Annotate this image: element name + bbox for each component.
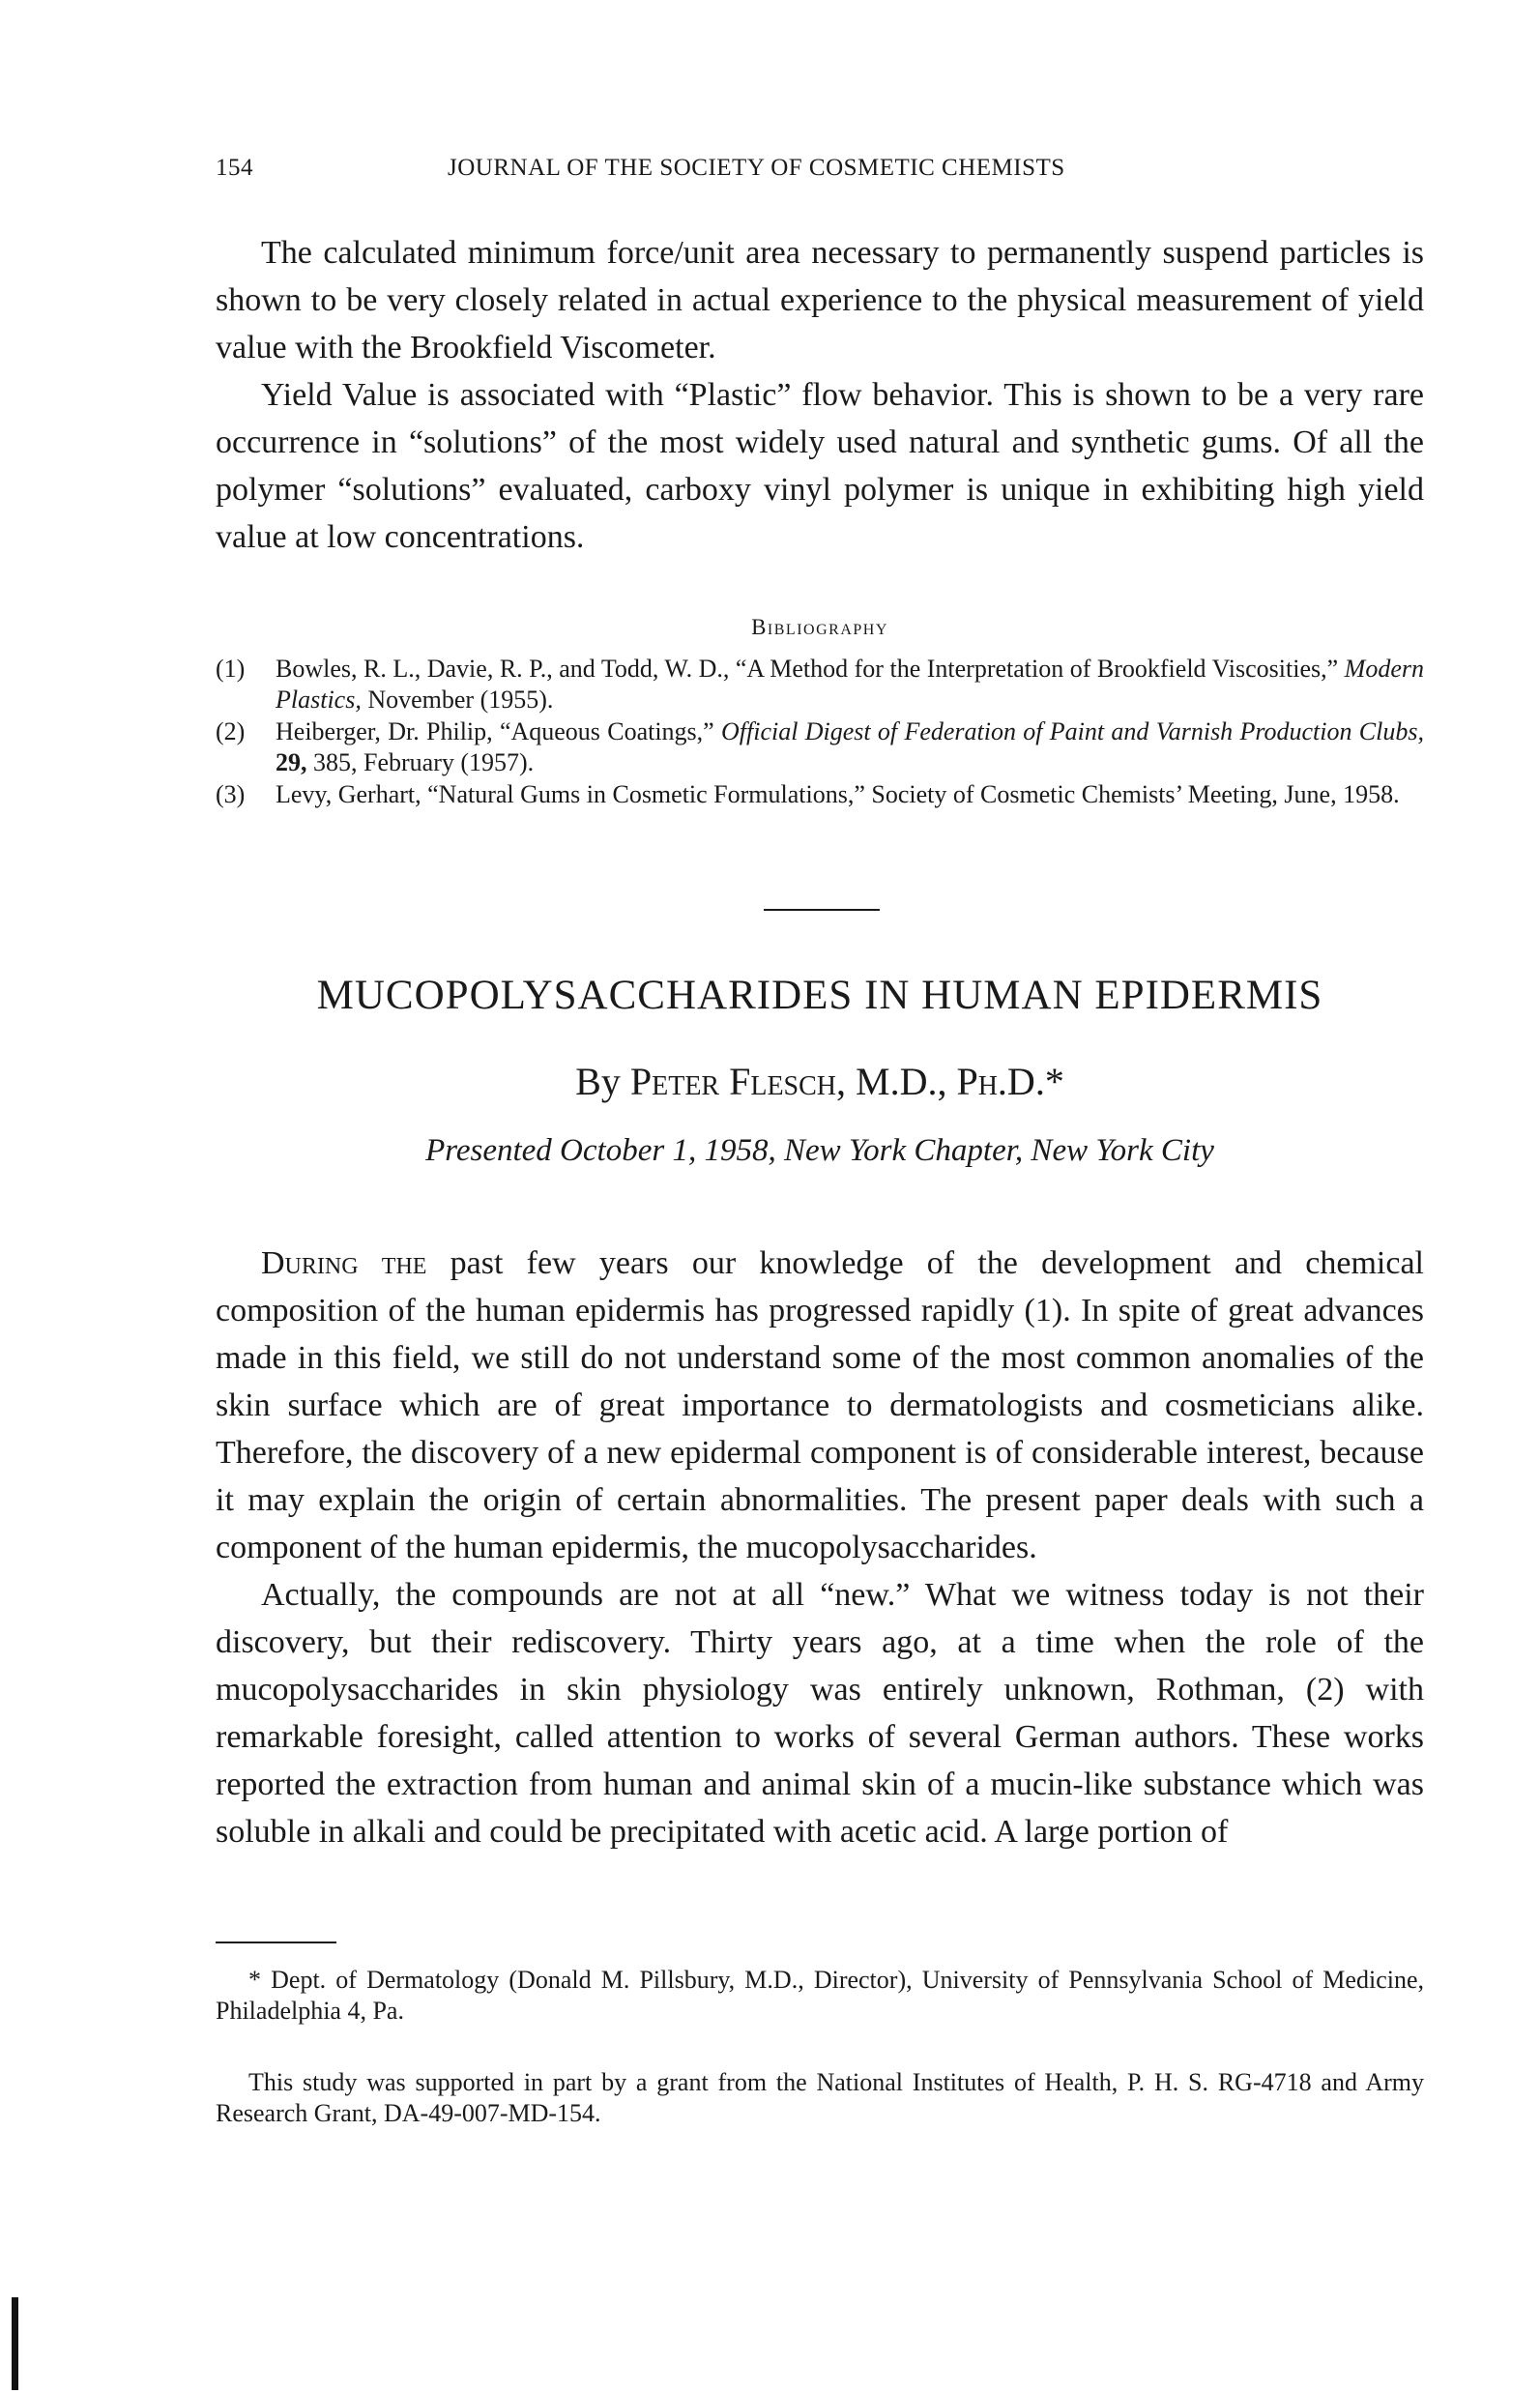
footnote-rule <box>216 1941 336 1943</box>
bibliography-heading: Bibliography <box>751 615 888 639</box>
bib-details: November (1955). <box>361 686 554 714</box>
prev-article-text <box>216 229 1424 561</box>
author-name: Peter Flesch, <box>629 1060 847 1103</box>
article-title: MUCOPOLYSACCHARIDES IN HUMAN EPIDERMIS <box>316 973 1323 1018</box>
lead-in: During the <box>261 1245 427 1281</box>
bib-volume: 29, <box>276 748 307 776</box>
bib-text: Heiberger, Dr. Philip, “Aqueous Coatings,” <box>276 717 722 745</box>
bib-number: (1) <box>216 655 246 683</box>
byline <box>216 1059 1424 1104</box>
bibliography-entry <box>216 779 1424 810</box>
page-number: 154 <box>216 155 253 181</box>
bib-text: Bowles, R. L., Davie, R. P., and Todd, W. D., “A Method for the Interpretation of Brookfield Viscosities,” <box>276 655 1345 683</box>
author-degrees: M.D., Ph.D.* <box>856 1060 1064 1103</box>
bibliography-entry <box>216 654 1424 715</box>
journal-title: JOURNAL OF THE SOCIETY OF COSMETIC CHEMISTS <box>448 155 1065 181</box>
byline-prefix: By <box>575 1060 621 1103</box>
bib-details: 385, February (1957). <box>306 748 535 776</box>
bib-journal: Modern Plastics, <box>276 655 1424 714</box>
section-divider <box>764 909 880 911</box>
paragraph-text: past few years our knowledge of the development and chemical composition of the human epidermis has progressed rapidly (1). In spite of great advances made in this field, we still do not understand some of the most common anomalies of the skin surface which are of great importance to dermatologists and cosmeticians alike. Therefore, the discovery of a new epidermal component is of considerable interest, because it may explain the origin of certain abnormalities. The present paper deals with such a component of the human epidermis, the mucopolysaccharides. <box>216 1245 1424 1565</box>
footnote-affiliation: * Dept. of Dermatology (Donald M. Pillsbury, M.D., Director), University of Pennsylvania School of Medicine, Philadelphia 4, Pa. <box>216 1966 1424 2025</box>
scan-edge-mark <box>12 2297 18 2390</box>
body-paragraph-1 <box>216 1240 1424 1571</box>
bib-text: Levy, Gerhart, “Natural Gums in Cosmetic Formulations,” Society of Cosmetic Chemists’ Meeting, June, 1958. <box>276 780 1400 808</box>
bibliography-list <box>216 654 1424 811</box>
presented-note: Presented October 1, 1958, New York Chapter, New York City <box>425 1133 1214 1168</box>
body-paragraph-2: Actually, the compounds are not at all “new.” What we witness today is not their discovery, but their rediscovery. Thirty years ago, at a time when the role of the mucopolysaccharides in skin physiology was entirely unknown, Rothman, (2) with remarkable foresight, called attention to works of several German authors. These works reported the extraction from human and animal skin of a mucin-like substance which was soluble in alkali and could be precipitated with acetic acid. A large portion of <box>216 1577 1424 1850</box>
prev-paragraph-2: Yield Value is associated with “Plastic” flow behavior. This is shown to be a very rare occurrence in “solutions” of the most widely used natural and synthetic gums. Of all the polymer “solutions” evaluated, carboxy vinyl polymer is unique in exhibiting high yield value at low concentrations. <box>216 377 1424 555</box>
article-body <box>216 1240 1424 1855</box>
prev-paragraph-1: The calculated minimum force/unit area necessary to permanently suspend particles is shown to be very closely related in actual experience to the physical measurement of yield value with the Brookfield Viscometer. <box>216 235 1424 365</box>
bib-number: (2) <box>216 717 246 745</box>
bib-number: (3) <box>216 780 246 808</box>
bibliography-entry <box>216 716 1424 778</box>
bib-journal: Official Digest of Federation of Paint and Varnish Production Clubs, <box>721 717 1424 745</box>
footnote-support: This study was supported in part by a grant from the National Institutes of Health, P. H. S. RG-4718 and Army Research Grant, DA-49-007-MD-154. <box>216 2068 1424 2127</box>
